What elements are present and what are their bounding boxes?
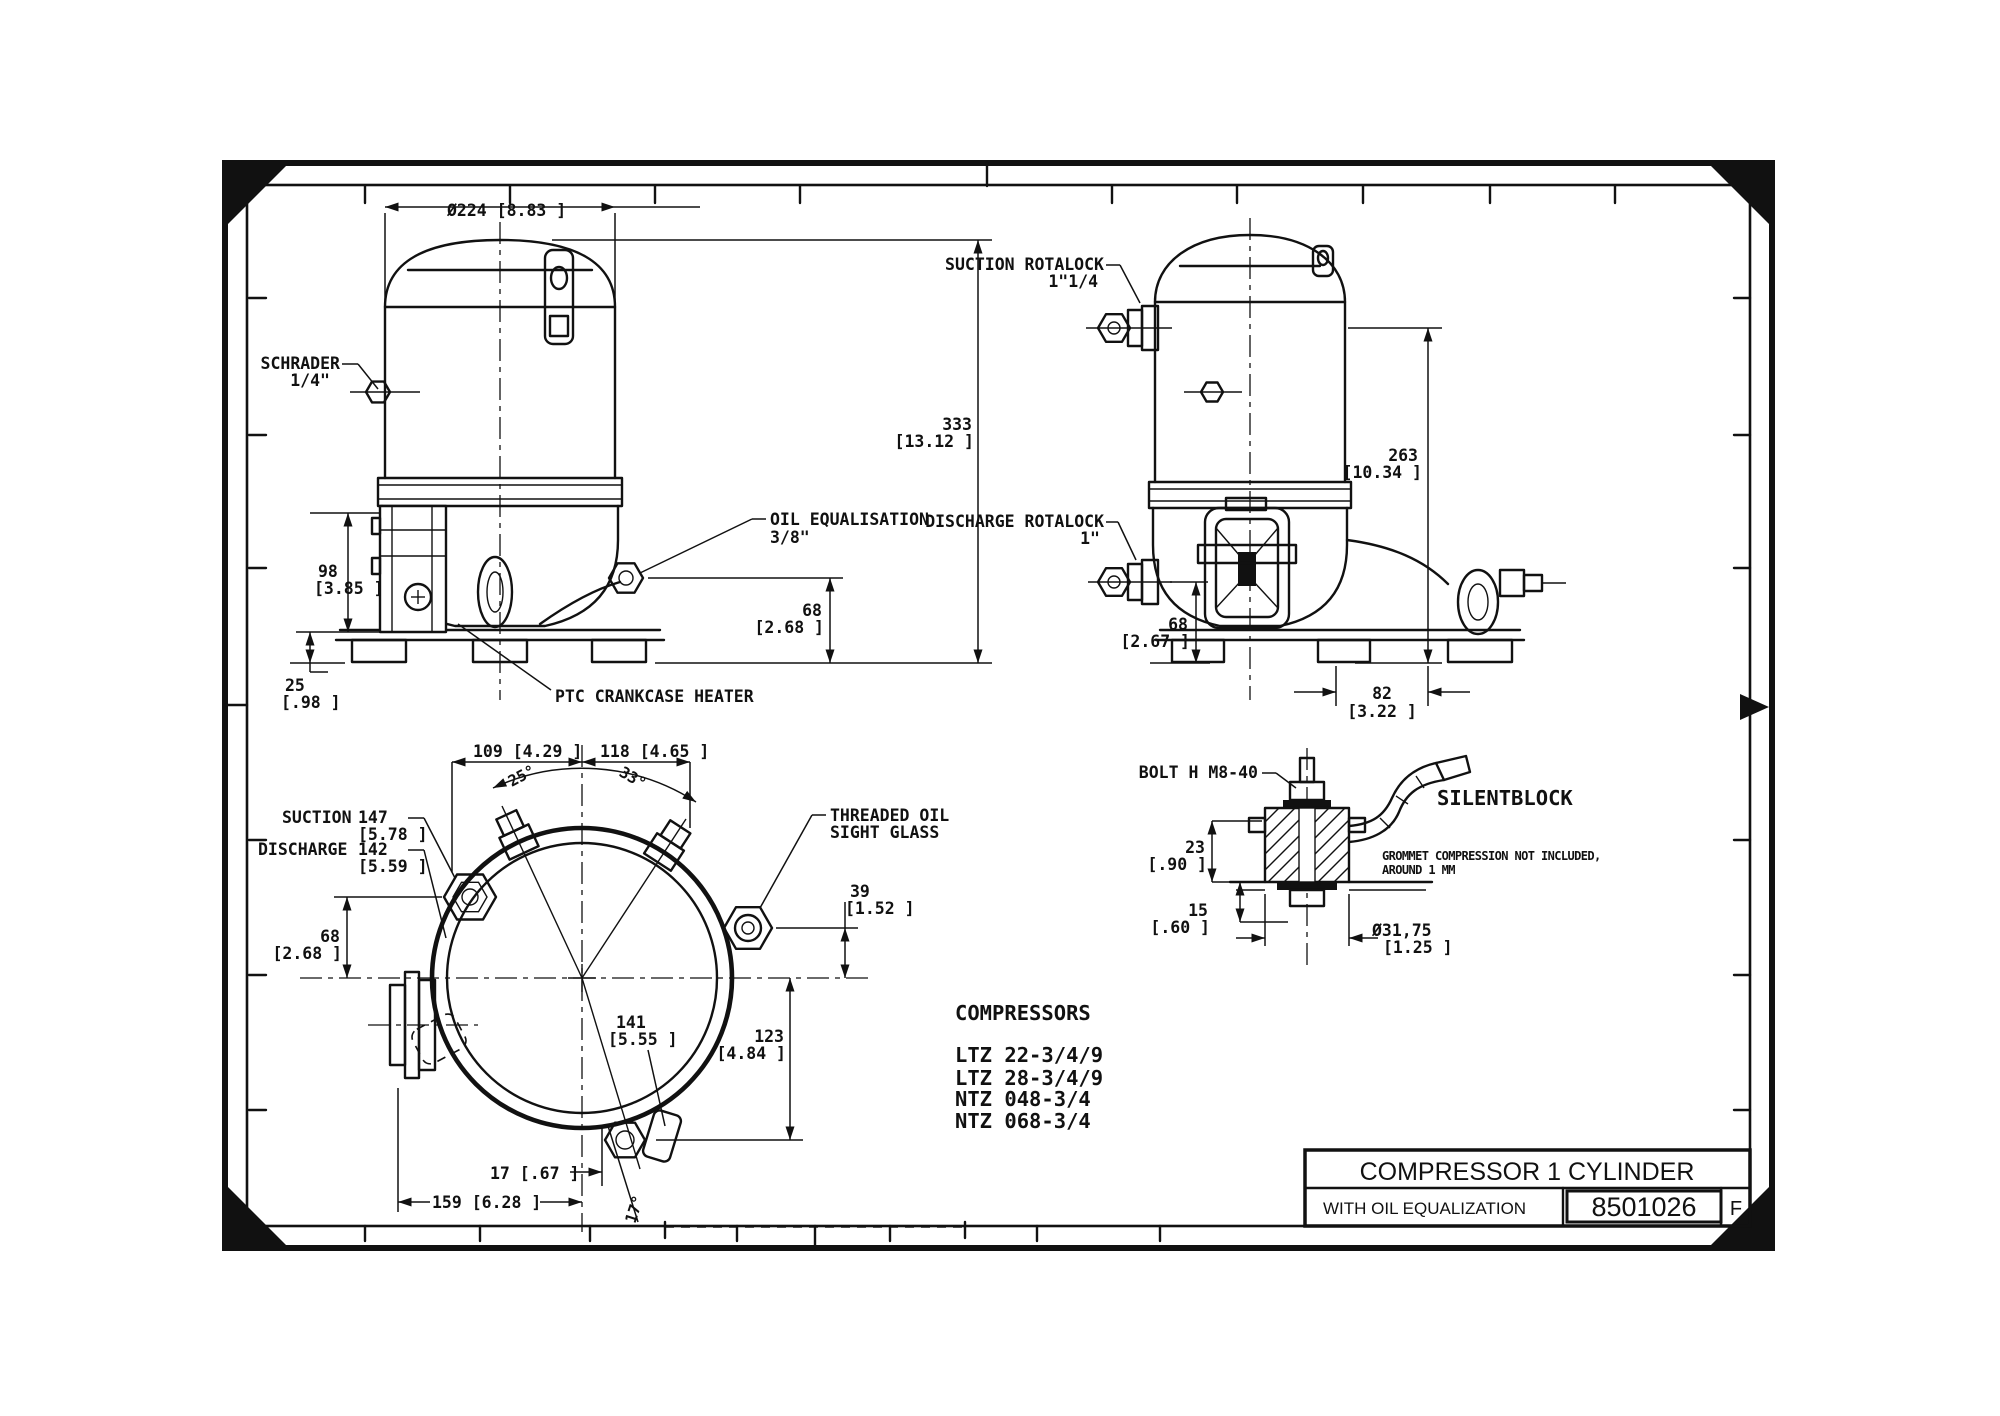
dim-82-in: [3.22 ]: [1347, 702, 1417, 721]
label-suction-size: 1"1/4: [1048, 272, 1098, 291]
shell-bolt: [1184, 383, 1242, 402]
angle-17: 17°: [621, 1193, 648, 1226]
side-view: [925, 218, 1566, 721]
angle-33: 33°: [616, 763, 650, 793]
label-oil-eq-size: 3/8": [770, 528, 810, 547]
val-top-discharge-in: [5.59 ]: [358, 857, 428, 876]
top-view: [258, 742, 949, 1232]
dim-23-in: [.90 ]: [1147, 855, 1207, 874]
dim-333: 333: [942, 415, 972, 434]
dim-23: 23: [1185, 838, 1205, 857]
lifting-lug: [545, 250, 573, 344]
dim-68-front-in: [2.68 ]: [754, 618, 824, 637]
label-top-suction: SUCTION: [282, 808, 352, 827]
silentblock-detail: [1139, 748, 1601, 965]
label-ptc-heater: PTC CRANKCASE HEATER: [555, 687, 754, 706]
center-marker-arrow: [1740, 694, 1769, 720]
dim-17: 17 [.67 ]: [490, 1164, 580, 1183]
title-block-revision: F: [1729, 1198, 1743, 1220]
label-schrader-size: 1/4": [290, 371, 330, 390]
corner-mark-top-right: [1711, 166, 1769, 224]
compressors-list: [955, 1001, 1103, 1133]
dim-15-in: [.60 ]: [1150, 918, 1210, 937]
terminal-box: [372, 506, 446, 632]
border-ticks-bottom: [365, 1226, 1160, 1247]
label-bolt: BOLT H M8-40: [1138, 763, 1258, 782]
top-view-dimensions: [258, 742, 949, 1225]
label-discharge-size: 1": [1080, 529, 1100, 548]
dim-109: 109 [4.29 ]: [473, 742, 583, 761]
suction-rotalock-fitting: [1086, 306, 1172, 350]
dim-123-in: [4.84 ]: [716, 1044, 786, 1063]
dim-68-side: 68: [1168, 615, 1188, 634]
dim-333-in: [13.12 ]: [894, 432, 974, 451]
title-block-title: COMPRESSOR 1 CYLINDER: [1359, 1158, 1695, 1186]
corner-mark-top-left: [228, 166, 286, 224]
dim-68-top-in: [2.68 ]: [272, 944, 342, 963]
dim-68-side-in: [2.67 ]: [1120, 632, 1190, 651]
corner-mark-bottom-left: [228, 1187, 286, 1245]
dim-123: 123: [754, 1027, 784, 1046]
compressor-model: NTZ 068-3/4: [955, 1109, 1091, 1133]
label-top-discharge: DISCHARGE: [258, 840, 348, 859]
side-view-shell: [1149, 218, 1566, 700]
schrader-valve: [350, 382, 420, 403]
dim-98: 98: [318, 562, 338, 581]
dim-68-top: 68: [320, 927, 340, 946]
top-discharge-fitting: [368, 972, 478, 1078]
border-ticks-left: [225, 298, 266, 1110]
silentblock-labels: [1139, 763, 1601, 877]
val-top-suction: 147: [358, 808, 388, 827]
dim-141: 141: [616, 1013, 646, 1032]
oil-sight-glass: [724, 907, 772, 949]
dim-dia3175-in: [1.25 ]: [1383, 938, 1453, 957]
dim-68-front: 68: [802, 601, 822, 620]
label-silentblock: SILENTBLOCK: [1437, 786, 1573, 810]
discharge-tube: [1198, 498, 1296, 628]
dim-263: 263: [1388, 446, 1418, 465]
dim-82: 82: [1372, 684, 1392, 703]
val-top-discharge: 142: [358, 840, 388, 859]
label-sight-glass-2: SIGHT GLASS: [830, 823, 940, 842]
dim-118: 118 [4.65 ]: [600, 742, 710, 761]
label-sight-glass-1: THREADED OIL: [830, 806, 950, 825]
note-grommet-2: AROUND 1 MM: [1382, 863, 1455, 877]
compressors-title: COMPRESSORS: [955, 1001, 1091, 1025]
label-oil-equalisation: OIL EQUALISATION: [770, 510, 929, 529]
title-block: [1305, 1150, 1750, 1226]
dim-25-in: [.98 ]: [281, 693, 341, 712]
hatch-right: [1315, 808, 1349, 882]
front-view-labels: [261, 354, 929, 706]
discharge-rotalock-fitting: [1088, 560, 1172, 604]
label-schrader: SCHRADER: [260, 354, 340, 373]
dim-dia3175: Ø31,75: [1372, 921, 1432, 940]
dim-25: 25: [285, 676, 305, 695]
side-view-labels: [925, 255, 1140, 560]
note-grommet-1: GROMMET COMPRESSION NOT INCLUDED,: [1382, 849, 1601, 863]
compressor-model: NTZ 048-3/4: [955, 1087, 1091, 1111]
dim-141-in: [5.55 ]: [608, 1030, 678, 1049]
oil-equalisation-fitting: [609, 563, 643, 592]
dim-98-in: [3.85 ]: [314, 579, 384, 598]
label-discharge-rotalock: DISCHARGE ROTALOCK: [925, 512, 1104, 531]
dim-39: 39: [850, 882, 870, 901]
dim-159: 159 [6.28 ]: [432, 1193, 542, 1212]
border-ticks-top: [365, 163, 1615, 203]
dim-263-in: [10.34 ]: [1342, 463, 1422, 482]
label-suction-rotalock: SUCTION ROTALOCK: [945, 255, 1104, 274]
compressor-model: LTZ 28-3/4/9: [955, 1066, 1104, 1090]
title-block-number: 8501026: [1591, 1192, 1697, 1222]
dim-15: 15: [1188, 901, 1208, 920]
dim-dia224: Ø224 [8.83 ]: [447, 201, 567, 220]
hatch-left: [1265, 808, 1299, 882]
angle-25: 25°: [505, 761, 539, 791]
compressor-model: LTZ 22-3/4/9: [955, 1043, 1104, 1067]
val-top-suction-in: [5.78 ]: [358, 825, 428, 844]
title-block-subtitle: WITH OIL EQUALIZATION: [1323, 1199, 1527, 1218]
dim-39-in: [1.52 ]: [845, 899, 915, 918]
front-view-dimensions: [281, 201, 992, 712]
front-view: [261, 201, 992, 712]
